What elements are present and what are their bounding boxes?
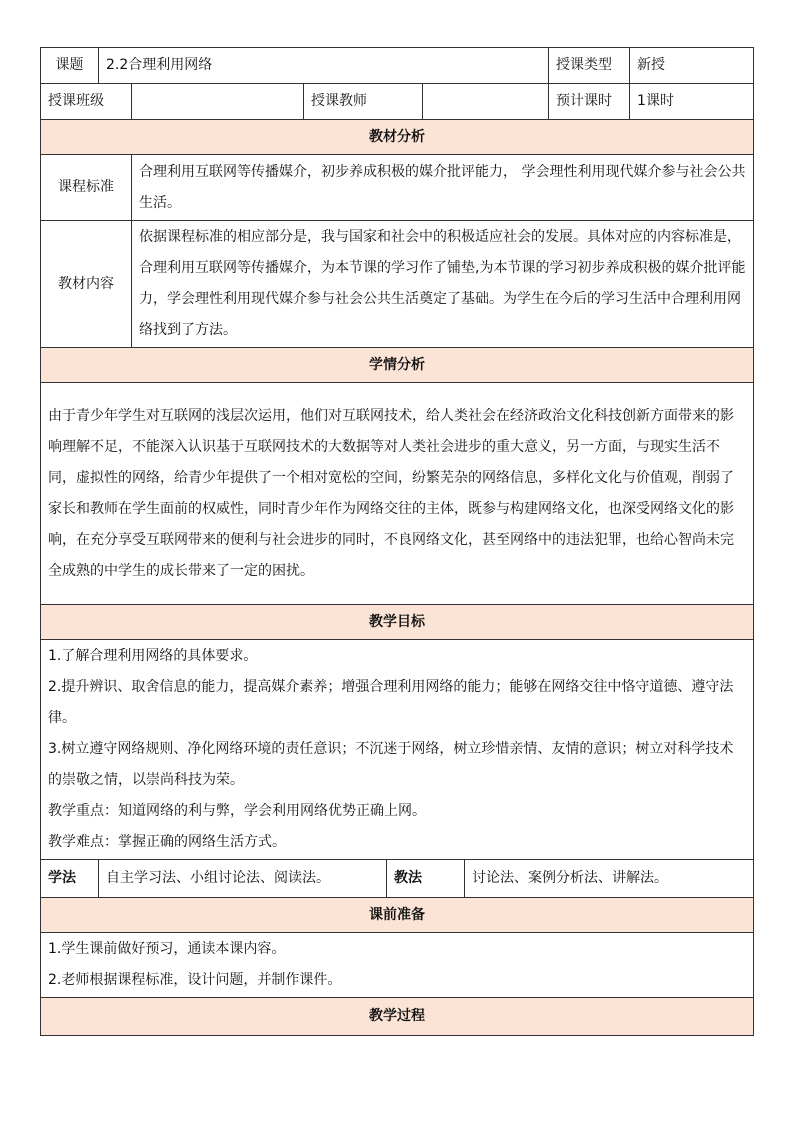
teacher-label: 授课教师 <box>304 84 423 120</box>
textbook-content-text: 依据课程标准的相应部分是，我与国家和社会中的积极适应社会的发展。具体对应的内容标准是，合理利用互联网等传播媒介，为本节课的学习作了铺垫,为本节课的学习初步养成积极的媒介批评能力，学会理性利用现代媒介参与社会公共生活奠定了基础。为学生在今后的学习生活中合理利用网络找到了方法。 <box>132 221 754 348</box>
process-heading: 教学过程 <box>41 998 754 1036</box>
textbook-content-label: 教材内容 <box>41 221 132 348</box>
objective-item-2: 2.提升辨识、取舍信息的能力，提高媒介素养；增强合理利用网络的能力；能够在网络交往中恪守道德、遵守法律。 <box>48 679 734 726</box>
textbook-analysis-heading: 教材分析 <box>41 120 754 155</box>
class-value <box>132 84 304 120</box>
teacher-value <box>423 84 549 120</box>
hours-label: 预计课时 <box>549 84 630 120</box>
teaching-method-label: 教法 <box>387 860 465 898</box>
topic-label: 课题 <box>41 48 99 84</box>
preparation-item-2: 2.老师根据课程标准，设计问题，并制作课件。 <box>48 972 342 988</box>
class-label: 授课班级 <box>41 84 132 120</box>
key-point: 教学重点：知道网络的利与弊，学会利用网络优势正确上网。 <box>48 803 426 819</box>
course-standard-label: 课程标准 <box>41 155 132 221</box>
preparation-body <box>41 933 754 998</box>
lesson-plan-table <box>40 47 754 1036</box>
course-standard-text: 合理利用互联网等传播媒介，初步养成积极的媒介批评能力， 学会理性利用现代媒介参与社会公共生活。 <box>132 155 754 221</box>
preparation-heading: 课前准备 <box>41 898 754 933</box>
study-method-value: 自主学习法、小组讨论法、阅读法。 <box>99 860 387 898</box>
learner-analysis-heading: 学情分析 <box>41 348 754 383</box>
objectives-body <box>41 640 754 860</box>
study-method-label: 学法 <box>41 860 99 898</box>
learner-analysis-text: 由于青少年学生对互联网的浅层次运用，他们对互联网技术，给人类社会在经济政治文化科技创新方面带来的影响理解不足，不能深入认识基于互联网技术的大数据等对人类社会进步的重大意义，另一方面，与现实生活不同，虚拟性的网络，给青少年提供了一个相对宽松的空间，纷繁芜杂的网络信息，多样化文化与价值观，削弱了家长和教师在学生面前的权威性，同时青少年作为网络交往的主体，既参与构建网络文化，也深受网络文化的影响，在充分享受互联网带来的便利与社会进步的同时，不良网络文化，甚至网络中的违法犯罪，也给心智尚未完全成熟的中学生的成长带来了一定的困扰。 <box>41 383 754 605</box>
preparation-item-1: 1.学生课前做好预习，通读本课内容。 <box>48 941 286 957</box>
type-label: 授课类型 <box>549 48 630 84</box>
teaching-method-value: 讨论法、案例分析法、讲解法。 <box>465 860 754 898</box>
objective-item-1: 1.了解合理利用网络的具体要求。 <box>48 648 258 664</box>
objectives-heading: 教学目标 <box>41 605 754 640</box>
objective-item-3: 3.树立遵守网络规则、净化网络环境的责任意识；不沉迷于网络，树立珍惜亲情、友情的意识；树立对科学技术的崇敬之情，以崇尚科技为荣。 <box>48 741 734 788</box>
hours-value: 1课时 <box>630 84 754 120</box>
type-value: 新授 <box>630 48 754 84</box>
difficult-point: 教学难点：掌握正确的网络生活方式。 <box>48 834 286 850</box>
topic-value: 2.2合理利用网络 <box>99 48 549 84</box>
